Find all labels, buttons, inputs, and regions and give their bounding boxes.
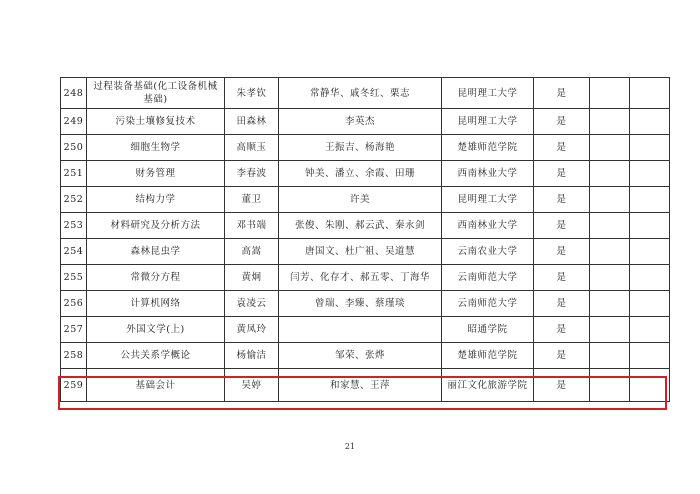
page-number: 21 [344, 442, 356, 451]
extra-cell-2 [630, 343, 670, 369]
row-number: 249 [61, 109, 87, 135]
extra-cell-1 [590, 187, 630, 213]
flag-cell: 是 [534, 213, 590, 239]
row-number: 254 [61, 239, 87, 265]
flag-cell: 是 [534, 135, 590, 161]
course-name: 细胞生物学 [87, 135, 225, 161]
table-row [61, 161, 670, 187]
chief-editor: 李春波 [225, 161, 279, 187]
table-row [61, 109, 670, 135]
course-name: 公共关系学概论 [87, 343, 225, 369]
extra-cell-2 [630, 135, 670, 161]
extra-cell-2 [630, 265, 670, 291]
school-name: 昆明理工大学 [442, 78, 534, 109]
flag-cell: 是 [534, 161, 590, 187]
extra-cell-2 [630, 291, 670, 317]
co-authors: 闫芳、化存才、郝五零、丁海华 [279, 265, 442, 291]
extra-cell-2 [630, 109, 670, 135]
school-name: 云南农业大学 [442, 239, 534, 265]
row-number: 253 [61, 213, 87, 239]
course-name: 基础会计 [87, 369, 225, 402]
school-name: 云南师范大学 [442, 265, 534, 291]
flag-cell: 是 [534, 239, 590, 265]
row-number: 248 [61, 78, 87, 109]
chief-editor: 高顺玉 [225, 135, 279, 161]
row-number: 259 [61, 369, 87, 402]
co-authors: 李英杰 [279, 109, 442, 135]
row-number: 258 [61, 343, 87, 369]
extra-cell-1 [590, 265, 630, 291]
co-authors: 张俊、朱刚、郝云武、秦永剑 [279, 213, 442, 239]
extra-cell-2 [630, 213, 670, 239]
flag-cell: 是 [534, 187, 590, 213]
school-name: 丽江文化旅游学院 [442, 369, 534, 402]
row-number: 255 [61, 265, 87, 291]
table-row [61, 317, 670, 343]
course-name: 结构力学 [87, 187, 225, 213]
chief-editor: 田森林 [225, 109, 279, 135]
course-name: 材料研究及分析方法 [87, 213, 225, 239]
extra-cell-1 [590, 239, 630, 265]
school-name: 西南林业大学 [442, 161, 534, 187]
co-authors: 王振吉、杨海艳 [279, 135, 442, 161]
co-authors [279, 317, 442, 343]
extra-cell-1 [590, 343, 630, 369]
row-number: 257 [61, 317, 87, 343]
course-name: 污染土壤修复技术 [87, 109, 225, 135]
chief-editor: 高嵩 [225, 239, 279, 265]
chief-editor: 黄炯 [225, 265, 279, 291]
flag-cell: 是 [534, 78, 590, 109]
co-authors: 和家慧、王萍 [279, 369, 442, 402]
school-name: 云南师范大学 [442, 291, 534, 317]
course-name: 计算机网络 [87, 291, 225, 317]
school-name: 昭通学院 [442, 317, 534, 343]
flag-cell: 是 [534, 291, 590, 317]
table-row [61, 343, 670, 369]
extra-cell-1 [590, 291, 630, 317]
extra-cell-1 [590, 78, 630, 109]
flag-cell: 是 [534, 109, 590, 135]
school-name: 昆明理工大学 [442, 109, 534, 135]
extra-cell-2 [630, 78, 670, 109]
school-name: 楚雄师范学院 [442, 135, 534, 161]
co-authors: 曾瑞、李臻、蔡瑾琰 [279, 291, 442, 317]
flag-cell: 是 [534, 369, 590, 402]
chief-editor: 袁凌云 [225, 291, 279, 317]
course-table-body [61, 78, 670, 402]
row-number: 252 [61, 187, 87, 213]
school-name: 昆明理工大学 [442, 187, 534, 213]
table-row [61, 78, 670, 109]
flag-cell: 是 [534, 317, 590, 343]
extra-cell-1 [590, 317, 630, 343]
school-name: 楚雄师范学院 [442, 343, 534, 369]
table-row [61, 239, 670, 265]
row-number: 251 [61, 161, 87, 187]
extra-cell-2 [630, 161, 670, 187]
chief-editor: 吴婷 [225, 369, 279, 402]
extra-cell-1 [590, 135, 630, 161]
flag-cell: 是 [534, 265, 590, 291]
table-row [61, 369, 670, 402]
co-authors: 许美 [279, 187, 442, 213]
school-name: 西南林业大学 [442, 213, 534, 239]
row-number: 256 [61, 291, 87, 317]
co-authors: 邹荣、张烨 [279, 343, 442, 369]
co-authors: 唐国文、杜广祖、吴道慧 [279, 239, 442, 265]
extra-cell-2 [630, 239, 670, 265]
extra-cell-1 [590, 369, 630, 402]
extra-cell-1 [590, 213, 630, 239]
course-name: 森林昆虫学 [87, 239, 225, 265]
flag-cell: 是 [534, 343, 590, 369]
co-authors: 常静华、戚冬红、栗志 [279, 78, 442, 109]
extra-cell-2 [630, 369, 670, 402]
chief-editor: 邓书端 [225, 213, 279, 239]
extra-cell-1 [590, 161, 630, 187]
extra-cell-1 [590, 109, 630, 135]
table-row [61, 187, 670, 213]
course-name: 常微分方程 [87, 265, 225, 291]
course-name: 过程装备基础(化工设备机械基础) [87, 78, 225, 109]
chief-editor: 朱孝钦 [225, 78, 279, 109]
table-row [61, 291, 670, 317]
co-authors: 钟美、潘立、余霞、田珊 [279, 161, 442, 187]
row-number: 250 [61, 135, 87, 161]
table-row [61, 213, 670, 239]
extra-cell-2 [630, 187, 670, 213]
course-name: 外国文学(上) [87, 317, 225, 343]
chief-editor: 杨愉洁 [225, 343, 279, 369]
extra-cell-2 [630, 317, 670, 343]
table-row [61, 135, 670, 161]
chief-editor: 黄凤玲 [225, 317, 279, 343]
course-name: 财务管理 [87, 161, 225, 187]
table-row [61, 265, 670, 291]
course-table [60, 77, 670, 402]
chief-editor: 董卫 [225, 187, 279, 213]
